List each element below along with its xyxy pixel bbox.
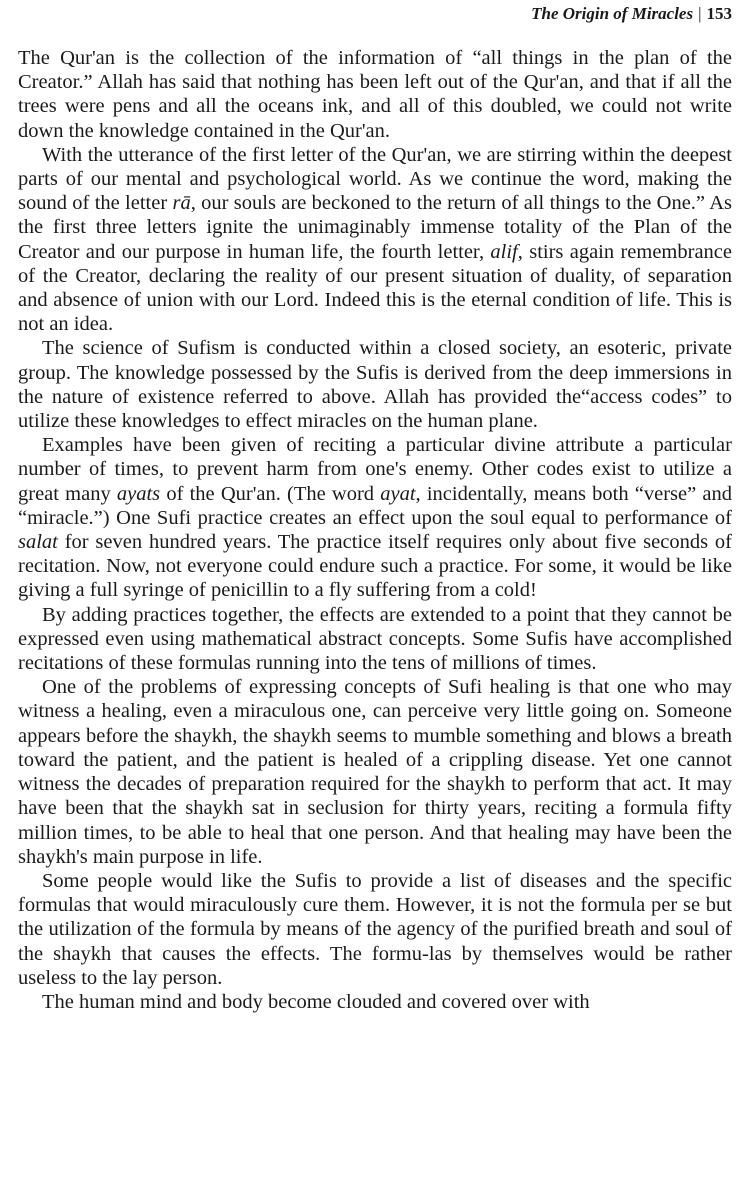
paragraph-text: , incidentally, means both “verse” and “miracle.”) One Sufi practice creates an effect upon the soul equal to performance of <box>18 482 733 529</box>
paragraph-5 <box>18 603 732 676</box>
running-header-title: The Origin of Miracles <box>531 4 694 23</box>
italic-term: ayat <box>380 482 416 505</box>
paragraph-text: One of the problems of expressing concepts of Sufi healing is that one who may witness a healing, even a miraculous one, can perceive very little going on. Someone appears before the shaykh, the shaykh seems to mumble something and blows a breath toward the patient, and the patient is healed of a crippling disease. Yet one cannot witness the decades of preparation required for the shaykh to perform that act. It may have been that the shaykh sat in seclusion for thirty years, reciting a formula fifty million times, to be able to heal that one person. And that healing may have been the shaykh's main purpose in life. <box>18 676 732 868</box>
paragraph-8 <box>18 990 732 1014</box>
paragraph-text: The Qur'an is the collection of the information of “all things in the plan of the Creator.” Allah has said that nothing has been left out of the Qur'an, and that if all the trees were pens and all the oceans ink, and all of this doubled, we could not write down the knowledge contained in the Qur'an. <box>18 47 732 142</box>
paragraph-text: By adding practices together, the effects are extended to a point that they cannot be expressed even using mathematical abstract concepts. Some Sufis have accomplished recitations of these formulas running into the tens of millions of times. <box>18 603 732 675</box>
paragraph-text: Examples have been given of reciting a particular divine attribute a particular number of times, to prevent harm from one's enemy. Other codes exist to utilize a great many <box>18 434 732 505</box>
paragraph-text: The science of Sufism is conducted within a closed society, an esoteric, private group. The knowledge possessed by the Sufis is derived from the deep immersions in the nature of existence referred to above. Allah has provided the“access codes” to utilize these knowledges to effect miracles on the human plane. <box>18 337 732 433</box>
paragraph-4 <box>18 433 732 602</box>
paragraph-text: , our souls are beckoned to the return of all things to the One.” As the first three letters ignite the unimaginably immense totality of the Plan of the Creator and our purpose in human life, the fourth letter, <box>18 192 732 263</box>
paragraph-7 <box>18 869 732 990</box>
paragraph-text: The human mind and body become clouded and covered over with <box>42 990 590 1013</box>
paragraph-1 <box>18 46 732 143</box>
running-header-separator: | <box>698 4 702 23</box>
page-number: 153 <box>706 4 732 23</box>
body-text <box>18 46 732 1014</box>
paragraph-6 <box>18 675 732 869</box>
paragraph-3 <box>18 336 732 433</box>
paragraph-text: , stirs again remembrance of the Creator, declaring the reality of our present situation of duality, of separation and absence of union with our Lord. Indeed this is the eternal condition of life. This is not an idea. <box>18 240 732 336</box>
italic-term: alif <box>490 240 518 263</box>
paragraph-text: for seven hundred years. The practice itself requires only about five seconds of recitation. Now, not everyone could endure such a practice. For some, it would be like giving a full syringe of penicillin to a fly suffering from a cold! <box>18 531 732 602</box>
running-header <box>531 4 732 24</box>
italic-term: ayats <box>116 482 161 505</box>
italic-term: rā <box>172 192 191 215</box>
paragraph-text: Some people would like the Sufis to provide a list of diseases and the specific formulas that would miraculously cure them. However, it is not the formula per se but the utilization of the formula by means of the agency of the purified breath and soul of the shaykh that causes the effects. The formu-las by themselves would be rather useless to the lay person. <box>18 869 732 989</box>
paragraph-2 <box>18 143 732 337</box>
paragraph-text: With the utterance of the first letter of the Qur'an, we are stirring within the deepest parts of our mental and psychological world. As we continue the word, making the sound of the letter <box>18 143 732 215</box>
paragraph-text: of the Qur'an. (The word <box>160 482 381 505</box>
italic-term: salat <box>18 531 58 554</box>
